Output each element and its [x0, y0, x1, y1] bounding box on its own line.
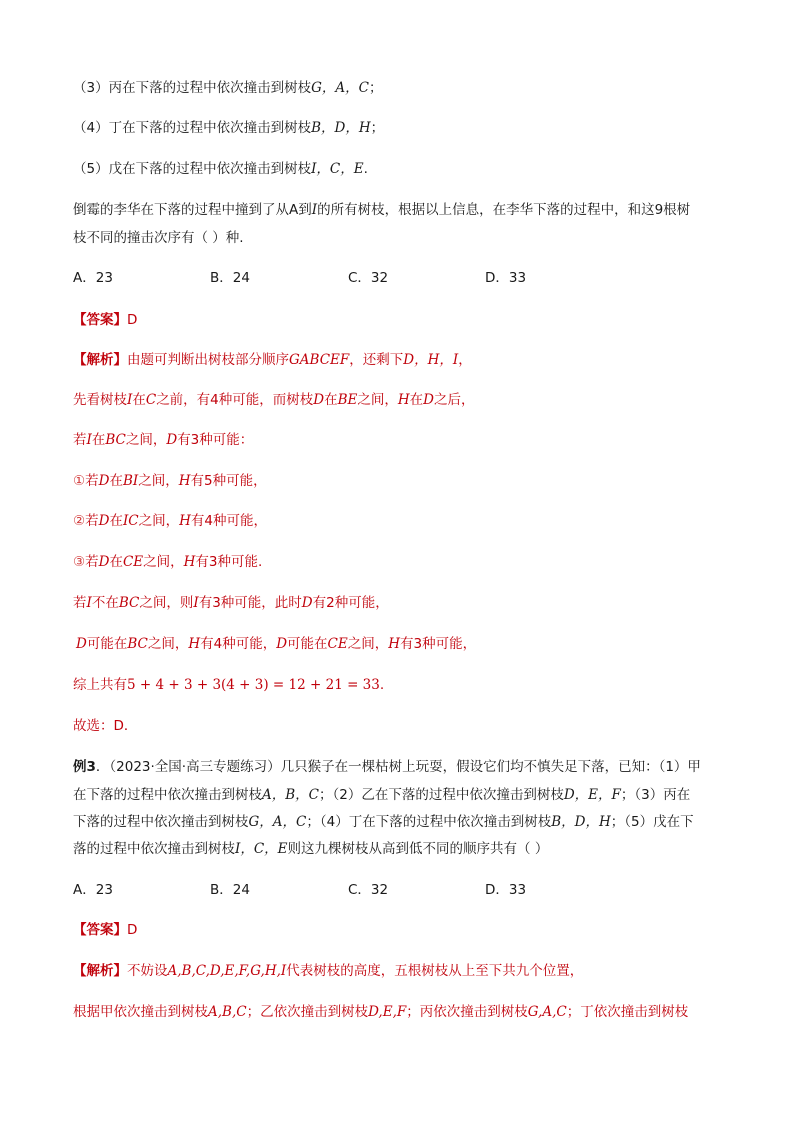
- analysis-1-case-2: ②若D在IC之间，H有4种可能，: [73, 513, 267, 529]
- example-3-option-a: A．23: [73, 882, 113, 898]
- example-3-line-2: 在下落的过程中依次撞击到树枝A，B，C；（2）乙在下落的过程中依次撞击到树枝D，E，F；（3）丙在: [73, 787, 691, 803]
- example-3-line-3: 下落的过程中依次撞击到树枝G，A，C；（4）丁在下落的过程中依次撞击到树枝B，D，H；（5）戊在下: [73, 814, 694, 830]
- option-d: D．33: [485, 270, 527, 286]
- option-c: C．32: [348, 270, 389, 286]
- example-3-line-1: 例3．（2023·全国·高三专题练习）几只猴子在一棵枯树上玩耍，假设它们均不慎失足下落，已知：（1）甲: [73, 759, 701, 775]
- analysis-1-line-1: 【解析】由题可判断出树枝部分顺序GABCEF，还剩下D，H，I，: [73, 352, 472, 368]
- condition-3: （3）丙在下落的过程中依次撞击到树枝G，A，C；: [73, 80, 383, 96]
- question-line-2: 枝不同的撞击次序有（ ）种.: [73, 230, 244, 246]
- analysis-2-line-1: 【解析】不妨设A,B,C,D,E,F,G,H,I代表树枝的高度，五根树枝从上至下共九个位置，: [73, 963, 584, 979]
- answer-1: 【答案】D: [73, 312, 138, 328]
- example-3-option-c: C．32: [348, 882, 389, 898]
- analysis-1-choice: 故选：D．: [73, 718, 138, 734]
- condition-5: （5）戊在下落的过程中依次撞击到树枝I，C，E.: [73, 161, 368, 177]
- example-3-option-d: D．33: [485, 882, 527, 898]
- analysis-2-line-2: 根据甲依次撞击到树枝A,B,C；乙依次撞击到树枝D,E,F；丙依次撞击到树枝G,A,C；丁依次撞击到树枝: [73, 1004, 689, 1020]
- option-a: A．23: [73, 270, 113, 286]
- example-3-line-4: 落的过程中依次撞击到树枝I，C，E则这九棵树枝从高到低不同的顺序共有（ ）: [73, 841, 549, 857]
- answer-2: 【答案】D: [73, 922, 138, 938]
- analysis-1-line-7: 若I不在BC之间，则I有3种可能，此时D有2种可能，: [73, 595, 389, 611]
- condition-4: （4）丁在下落的过程中依次撞击到树枝B，D，H；: [73, 120, 385, 136]
- option-b: B．24: [210, 270, 250, 286]
- example-3-option-b: B．24: [210, 882, 250, 898]
- analysis-1-case-3: ③若D在CE之间，H有3种可能.: [73, 554, 263, 570]
- analysis-1-line-8: D可能在BC之间，H有4种可能，D可能在CE之间，H有3种可能，: [76, 636, 477, 652]
- question-line-1: 倒霉的李华在下落的过程中撞到了从A到I的所有树枝，根据以上信息，在李华下落的过程中，和这9根树: [73, 202, 691, 218]
- analysis-1-sum: 综上共有5 + 4 + 3 + 3(4 + 3) = 12 + 21 = 33.: [73, 677, 385, 693]
- analysis-1-line-3: 若I在BC之间，D有3种可能：: [73, 432, 254, 448]
- analysis-1-line-2: 先看树枝I在C之前，有4种可能，而树枝D在BE之间，H在D之后，: [73, 392, 475, 408]
- analysis-1-case-1: ①若D在BI之间，H有5种可能，: [73, 473, 267, 489]
